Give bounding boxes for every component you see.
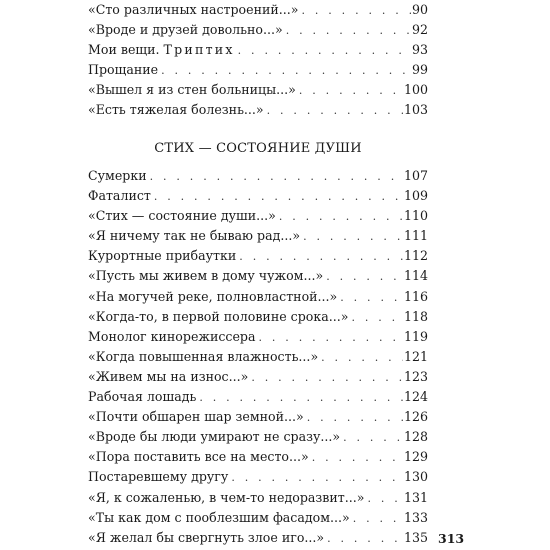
toc-entry	[88, 347, 428, 367]
toc-entry-title: «Я ничему так не бываю рад...»	[88, 228, 301, 244]
toc-entry-page: 90	[411, 2, 428, 17]
toc-entry-page: 100	[403, 82, 428, 98]
toc-entry	[88, 287, 428, 307]
toc-entry-page: 111	[403, 228, 428, 244]
toc-entry-page: 116	[403, 288, 428, 304]
toc-entry-page: 133	[403, 509, 428, 525]
toc-entry-title: «Когда повышенная влажность...»	[88, 348, 319, 364]
toc-entry-page: 103	[403, 102, 428, 118]
toc-entry-title: «Пусть мы живем в дому чужом...»	[88, 268, 324, 284]
toc-entry-title: «На могучей реке, полновластной...»	[88, 288, 338, 304]
toc-entry	[88, 226, 428, 246]
toc-leader-dots	[279, 207, 403, 227]
section-heading: СТИХ — СОСТОЯНИЕ ДУШИ	[154, 141, 362, 156]
toc-leader-dots	[302, 1, 411, 21]
toc-section-list	[88, 166, 428, 548]
toc-entry-page: 93	[411, 42, 428, 58]
toc-entry-page: 92	[411, 22, 428, 38]
toc-entry-title: «Когда-то, в первой половине срока...»	[88, 308, 349, 324]
toc-entry-page: 112	[403, 248, 428, 264]
toc-entry	[88, 60, 428, 80]
toc-entry-page: 135	[403, 529, 428, 545]
toc-entry-page: 107	[403, 168, 428, 183]
toc-entry	[88, 327, 428, 347]
toc-entry	[88, 387, 428, 407]
toc-entry-title: «Ты как дом с пооблезшим фасадом...»	[88, 509, 350, 525]
toc-leader-dots	[307, 408, 403, 428]
toc-entry-page: 124	[403, 389, 428, 405]
toc-leader-dots	[239, 247, 403, 267]
toc-entry	[88, 266, 428, 286]
toc-leader-dots	[259, 328, 403, 348]
toc-entry	[88, 367, 428, 387]
toc-entry-page: 131	[403, 489, 428, 505]
toc-leader-dots	[199, 388, 403, 408]
toc-leader-dots	[238, 41, 411, 61]
toc-entry	[88, 186, 428, 206]
toc-entry	[88, 407, 428, 427]
page-number: 313	[438, 531, 465, 546]
toc-entry-title: Постаревшему другу	[88, 469, 229, 485]
toc-entry-page: 110	[403, 208, 428, 224]
toc-leader-dots	[321, 348, 403, 368]
toc-entry-title: Прощание	[88, 62, 159, 78]
toc-entry	[88, 100, 428, 120]
toc-leader-dots	[351, 308, 402, 328]
toc-entry	[88, 447, 428, 467]
toc-entry-page: 121	[403, 348, 428, 364]
toc-entry	[88, 80, 428, 100]
toc-entry-title: Сумерки	[88, 168, 147, 183]
toc-leader-dots	[286, 21, 411, 41]
toc-entry-title: Монолог кинорежиссера	[88, 328, 256, 344]
toc-entry	[88, 0, 428, 20]
toc-entry-page: 123	[403, 368, 428, 384]
toc-top-list	[88, 0, 428, 121]
toc-leader-dots	[267, 101, 403, 121]
toc-entry-page: 128	[403, 429, 428, 445]
toc-entry	[88, 40, 428, 60]
toc-entry-page: 126	[403, 409, 428, 425]
toc-entry-page: 119	[403, 328, 428, 344]
toc-entry-title: Курортные прибаутки	[88, 248, 237, 264]
toc-entry	[88, 488, 428, 508]
toc-leader-dots	[154, 187, 403, 207]
toc-leader-dots	[303, 227, 403, 247]
toc-entry-title: «Я, к сожаленью, в чем-то недоразвит...»	[88, 489, 365, 505]
toc-entry-page: 99	[411, 62, 428, 78]
toc-entry-page: 129	[403, 449, 428, 465]
toc-leader-dots	[231, 468, 403, 488]
toc-entry	[88, 467, 428, 487]
toc-entry-title: Рабочая лошадь	[88, 389, 197, 405]
toc-leader-dots	[327, 529, 403, 549]
toc-entry-title: «Почти обшарен шар земной...»	[88, 409, 304, 425]
toc-entry-title: «Стих — состояние души...»	[88, 208, 276, 224]
toc-leader-dots	[367, 489, 403, 509]
toc-leader-dots	[150, 167, 403, 187]
toc-leader-dots	[343, 428, 403, 448]
toc-leader-dots	[353, 509, 403, 529]
toc-entry-page: 114	[403, 268, 428, 284]
toc-leader-dots	[299, 81, 403, 101]
toc-entry	[88, 246, 428, 266]
toc-entry-title: «Я желал бы свергнуть злое иго...»	[88, 529, 325, 545]
toc-entry-title: «Вышел я из стен больницы...»	[88, 82, 296, 98]
toc-entry-title: «Вроде бы люди умирают не сразу...»	[88, 429, 341, 445]
toc-entry-title	[88, 40, 238, 60]
toc-leader-dots	[312, 448, 403, 468]
toc-entry	[88, 508, 428, 528]
toc-entry	[88, 427, 428, 447]
toc-leader-dots	[326, 267, 403, 287]
toc-entry-title-spaced: Триптих	[163, 42, 235, 58]
toc-entry-page: 130	[403, 469, 428, 485]
toc-entry	[88, 206, 428, 226]
toc-entry-title: «Пора поставить все на место...»	[88, 449, 309, 465]
toc-entry-title-main: Мои вещи.	[88, 42, 164, 58]
toc-entry	[88, 20, 428, 40]
toc-entry-page: 118	[403, 308, 428, 324]
toc-entry-title: Фаталист	[88, 188, 151, 204]
toc-entry-title: «Есть тяжелая болезнь...»	[88, 102, 264, 118]
toc-leader-dots	[340, 288, 403, 308]
toc-entry-page: 109	[403, 188, 428, 204]
toc-entry	[88, 528, 428, 548]
toc-leader-dots	[251, 368, 403, 388]
toc-entry	[88, 307, 428, 327]
toc-entry-title: «Живем мы на износ...»	[88, 368, 249, 384]
toc-entry-title: «Вроде и друзей довольно...»	[88, 22, 283, 38]
toc-entry	[88, 166, 428, 186]
toc-leader-dots	[161, 61, 411, 81]
toc-entry-title: «Сто различных настроений...»	[88, 2, 299, 17]
